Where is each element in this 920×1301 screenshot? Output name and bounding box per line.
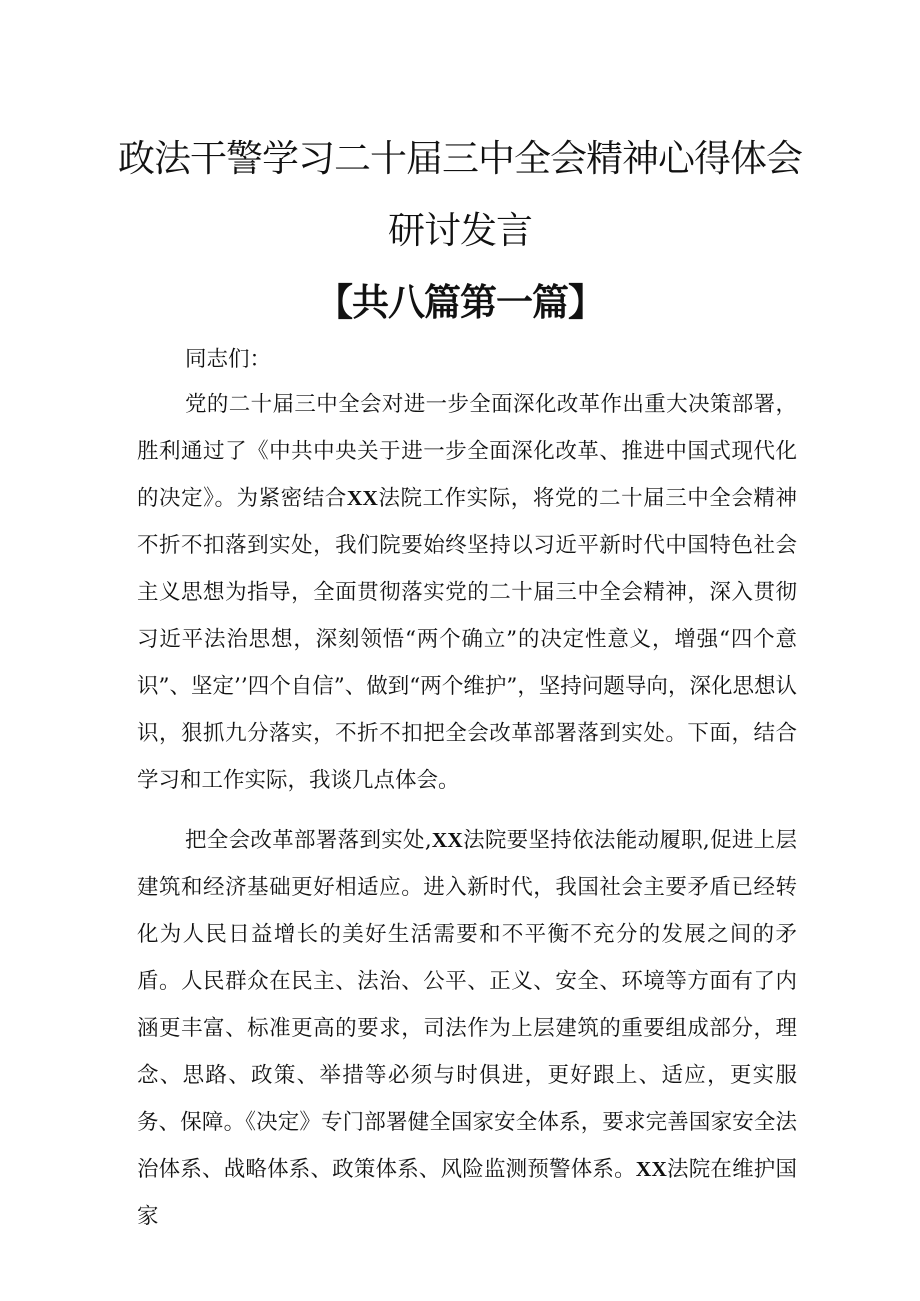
paragraph-2-part1: 把全会改革部署落到实处, (185, 828, 432, 853)
paragraph-2-text (137, 817, 797, 1240)
greeting-text: 同志们： (185, 347, 272, 372)
paragraph-2-part3: 法院在维护国家 (137, 1157, 797, 1229)
document-title-line1: 政法干警学习二十届三中全会精神心得体会 (118, 137, 802, 180)
greeting (137, 336, 797, 383)
paragraph-1 (137, 381, 797, 804)
paragraph-1-text (137, 381, 797, 804)
paragraph-2-part2: 法院要坚持依法能动履职,促进上层建筑和经济基础更好相适应。进入新时代，我国社会主要矛盾已经转化为人民日益增长的美好生活需要和不平衡不充分的发展之间的矛盾。人民群众在民主、法治、公平、正义、安全、环境等方面有了内涵更丰富、标准更高的要求，司法作为上层建筑的重要组成部分，理念、思路、政策、举措等必须与时俱进，更好跟上、适应，更实服务、保障。《决定》专门部署健全国家安全体系，要求完善国家安全法治体系、战略体系、政策体系、风险监测预警体系。 (137, 828, 797, 1182)
document-title-series: 【共八篇第一篇】 (316, 281, 604, 324)
paragraph-2-xx1: XX (431, 828, 463, 852)
document-title-line2: 研讨发言 (388, 209, 532, 252)
paragraph-1-part1: 党的二十届三中全会对进一步全面深化改革作出重大决策部署，胜利通过了《中共中央关于进一步全面深化改革、推进中国式现代化的决定》。为紧密结合 (137, 392, 797, 511)
paragraph-2 (137, 817, 797, 1240)
paragraph-1-xx: XX (346, 486, 378, 510)
paragraph-2-xx2: XX (635, 1157, 667, 1181)
paragraph-1-part2: 法院工作实际，将党的二十届三中全会精神不折不扣落到实处，我们院要始终坚持以习近平新时代中国特色社会主义思想为指导，全面贯彻落实党的二十届三中全会精神，深入贯彻习近平法治思想，深刻领悟“两个确立”的决定性意义，增强“四个意识”、坚定’’四个自信”、做到“两个维护”，坚持问题导向，深化思想认识，狠抓九分落实，不折不扣把全会改革部署落到实处。下面，结合学习和工作实际，我谈几点体会。 (137, 486, 797, 793)
